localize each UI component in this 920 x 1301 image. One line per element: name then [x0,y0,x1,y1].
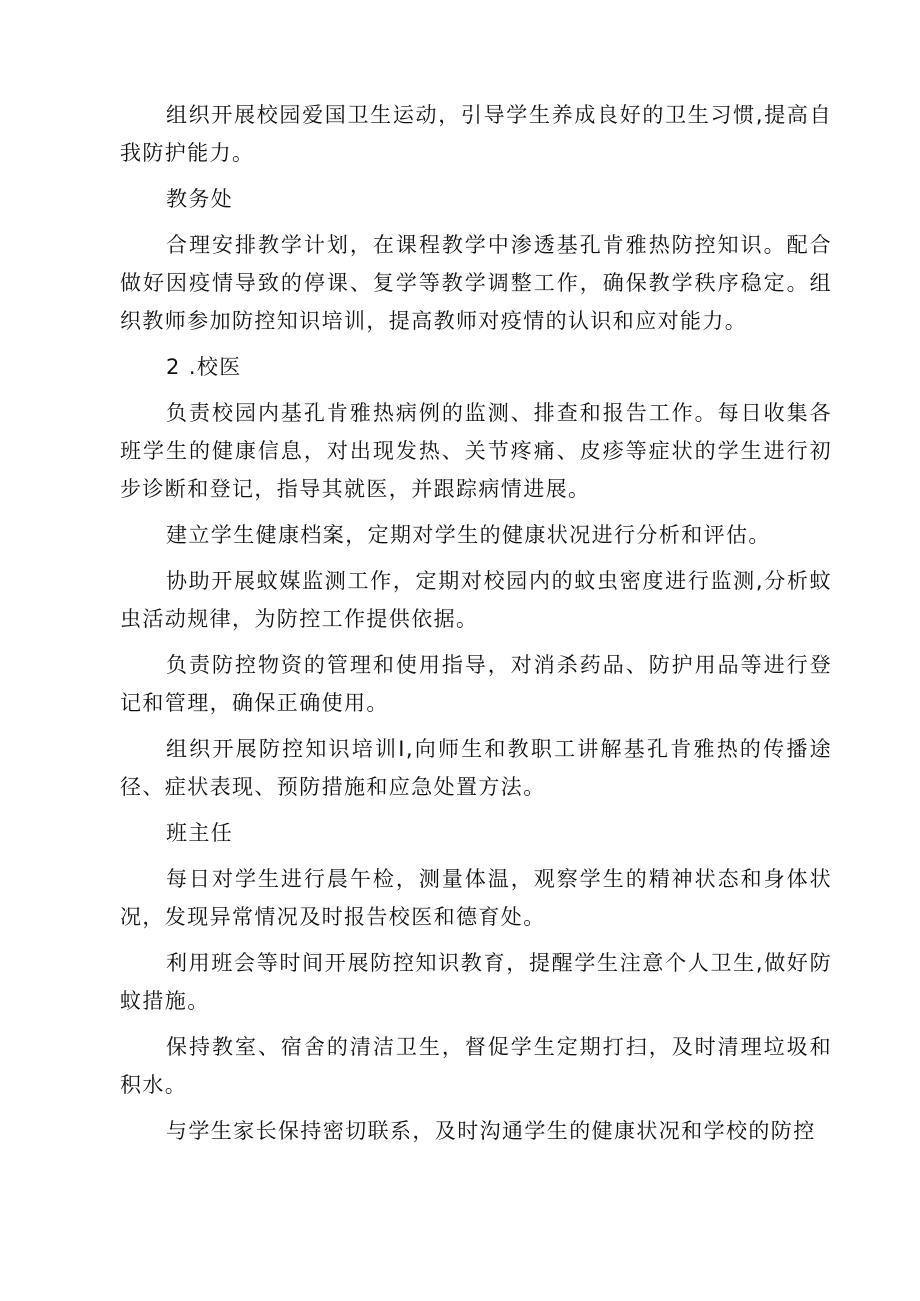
document-body [120,96,832,1158]
paragraph-training: 组织开展防控知识培训I,向师生和教职工讲解基孔肯雅热的传播途径、症状表现、预防措施和应急处置方法。 [120,737,832,799]
section-heading-school-doctor: 2 .校医 [166,355,242,379]
paragraph-supplies-management: 负责防控物资的管理和使用指导，对消杀药品、防护用品等进行登记和管理，确保正确使用。 [120,653,832,715]
paragraph-teaching-plan: 合理安排教学计划，在课程教学中渗透基孔肯雅热防控知识。配合做好因疫情导致的停课、复学等教学调整工作，确保教学秩序稳定。组织教师参加防控知识培训，提高教师对疫情的认识和应对能力。 [120,233,832,333]
paragraph-health-records: 建立学生健康档案，定期对学生的健康状况进行分析和评估。 [166,523,771,547]
section-heading-class-teacher: 班主任 [166,821,234,845]
paragraph-hygiene-campaign: 组织开展校园爱国卫生运动，引导学生养成良好的卫生习惯,提高自我防护能力。 [120,103,832,165]
paragraph-morning-check: 每日对学生进行晨午检，测量体温，观察学生的精神状态和身体状况，发现异常情况及时报告校医和德育处。 [120,867,832,929]
paragraph-cleanliness: 保持教室、宿舍的清洁卫生，督促学生定期打扫，及时清理垃圾和积水。 [120,1035,832,1097]
paragraph-mosquito-monitoring: 协助开展蚊媒监测工作，定期对校园内的蚊虫密度进行监测,分析蚊虫活动规律，为防控工作提供依据。 [120,569,832,631]
paragraph-case-monitoring: 负责校园内基孔肯雅热病例的监测、排查和报告工作。每日收集各班学生的健康信息，对出现发热、关节疼痛、皮疹等症状的学生进行初步诊断和登记，指导其就医，并跟踪病情进展。 [120,401,832,501]
section-heading-academic-affairs: 教务处 [166,187,234,211]
paragraph-class-meeting: 利用班会等时间开展防控知识教育，提醒学生注意个人卫生,做好防蚊措施。 [120,951,832,1013]
paragraph-parent-contact: 与学生家长保持密切联系，及时沟通学生的健康状况和学校的防控 [166,1119,816,1143]
